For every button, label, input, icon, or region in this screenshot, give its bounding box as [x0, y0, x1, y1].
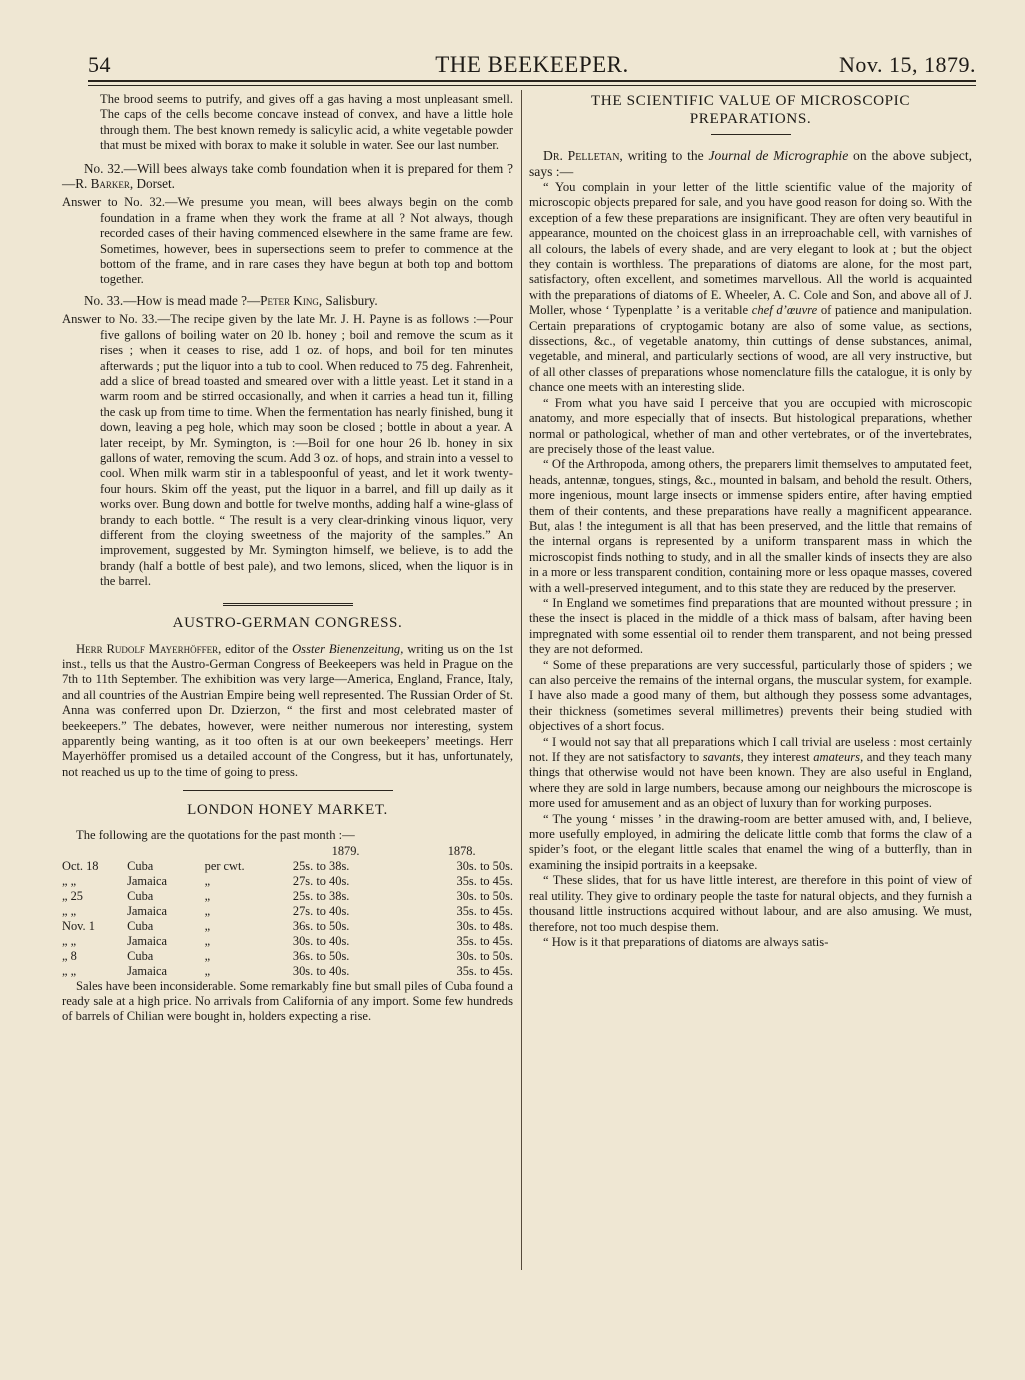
market-heading: LONDON HONEY MARKET.	[187, 802, 388, 819]
row-unit: per cwt.	[204, 858, 245, 873]
table-row	[62, 934, 513, 949]
section-rule	[223, 603, 353, 608]
query-32-place: Dorset.	[133, 176, 175, 192]
brood-paragraph: The brood seems to putrify, and gives off a gas having a most unpleasant smell. The caps of the cells become concave instead of convex, and have a little hole through them. The best known remedy is salicylic acid, a white vegetable powder that must be mixed with borax to make it soluble in water. See our last number.	[100, 92, 513, 153]
market-intro: The following are the quotations for the past month :—	[76, 828, 355, 843]
p6-text-a: “ I would not say that all preparations which I call trivial are useless : most certainly not. If they are not satisfactory to	[529, 734, 972, 765]
page-header	[88, 52, 976, 82]
row-price-1878: 35s. to 45s.	[456, 963, 513, 978]
table-row	[62, 904, 513, 919]
p1-text-a: “ You complain in your letter of the little scientific value of the majority of microscopic objects prepared for sale, and you have good reason for doing so. With the exception of a few these preparations are insignificant. They are often very beautiful in appearance, mounted on the choicest glass in an irreproachable cell, with varnishes of all colours, the labels of every shade, and are very elegant to look at ; but the object they contain is worthless. The preparations of diatoms are alone, for the most part, satisfactory, often excellent, and sometimes marvellous. All the world is acquainted with the preparations of diatoms of E. Wheeler, A. C. Cole and Son, and above all of J. Moller, whose ‘ Typenplatte ’ is a veritable	[529, 180, 972, 318]
p1-italic: chef d’œuvre	[751, 303, 818, 318]
article-paragraph-9: “ How is it that preparations of diatoms are always satis-	[543, 934, 829, 949]
table-row	[62, 919, 513, 934]
row-date: „ „	[62, 903, 77, 918]
page-number: 54	[88, 52, 111, 77]
row-kind: Jamaica	[127, 873, 168, 888]
row-kind: Jamaica	[127, 933, 168, 948]
journal-name: Journal de Micrographie	[708, 148, 849, 163]
table-row	[62, 889, 513, 904]
market-closing: Sales have been inconsiderable. Some remarkably fine but small piles of Cuba found a ready sale at a high price. No arrivals from California of any import. Some few hundreds of barrels of Chilian were bought in, holders expecting a rise.	[62, 978, 513, 1024]
article-paragraph-7: “ The young ‘ misses ’ in the drawing-room are better amused with, and, I believe, more usefully employed, in admiring the delicate little comb that forms the claw of a spider’s foot, or the elegant little scales that enamel the wing of a butterfly, than in examining the insipid portraits in a keepsake.	[529, 811, 972, 872]
row-kind: Cuba	[127, 948, 154, 963]
query-33	[62, 293, 513, 308]
row-price-1879: 30s. to 40s.	[292, 933, 350, 948]
row-kind: Jamaica	[127, 963, 168, 978]
row-unit: „	[204, 948, 211, 963]
row-unit: „	[204, 963, 211, 978]
p6-text-c: and they teach many things that otherwise would not have been known. They are also useful in England, where they are sold in large numbers, because among our neighbours the microscope is more used for amusement and as an object of luxury than for working purposes.	[529, 750, 972, 811]
row-price-1878: 35s. to 45s.	[456, 933, 513, 948]
article-paragraph-8: “ These slides, that for us have little interest, are therefore in this point of view of real utility. They give to ordinary people the taste for natural objects, and they furnish a thousand little instructions acquired without labour, and are also amusing. We must, therefore, not too much despise them.	[529, 873, 972, 934]
congress-journal: Osster Bienenzeitung,	[292, 641, 404, 656]
row-price-1878: 30s. to 48s.	[456, 918, 513, 933]
congress-text-2: writing us on the 1st inst., tells us that the Austro-German Congress of Beekeepers was held in Prague on the 7th to 11th September. The exhibition was very large—America, England, France, Italy, and all countries of the Austrian Empire being well represented. The Russian Order of St. Anna was conferred upon Dr. Dzierzon, “ the first and most celebrated master of beekeepers.” The debates, however, were neither numerous nor interesting, system apparently being wanting, as it too often is at our own beekeepers’ meetings. Herr Mayerhöffer promised us a detailed account of the Congress, but it has, unfortunately, not reached us up to the time of going to press.	[62, 641, 513, 779]
query-33-text: No. 33.—How is mead made ?—	[84, 292, 261, 308]
article-intro	[529, 148, 972, 180]
heading-rule	[711, 134, 791, 135]
row-unit: „	[204, 873, 211, 888]
article-paragraph-2: “ From what you have said I perceive that you are occupied with microscopic anatomy, and more especially that of insects. But histological preparations, whether normal or pathological, whether of man and other vertebrates, or of the invertebrates, are precisely those of the least value.	[529, 395, 972, 456]
article-paragraph-3: “ Of the Arthropoda, among others, the preparers limit themselves to amputated feet, heads, antennæ, tongues, stings, &c., mounted in balsam, and behold the result. Others, more ingenious, mount large insects or immense spiders entire, after having emptied them of their contents, and these preparations have really a magnificent appearance. But, alas ! the integument is all that has been preserved, and the little that remains of the internal organs is represented by a uniform transparent mass in which the microscopist finds nothing to study, and in all the smaller kinds of insects they are also in a more or less transparent condition, containing more or less opaque masses, covered with a well-preserved integument, and to this state they are reduced by the preserver.	[529, 457, 972, 595]
congress-paragraph	[62, 642, 513, 781]
table-header-row	[62, 844, 513, 859]
row-unit: „	[204, 933, 211, 948]
issue-date: Nov. 15, 1879.	[839, 52, 976, 77]
row-date: Oct. 18	[62, 858, 99, 873]
row-price-1879: 36s. to 50s.	[292, 918, 350, 933]
query-33-author: Peter King,	[260, 292, 323, 308]
section-rule-2	[183, 790, 393, 793]
right-column	[529, 92, 972, 950]
row-price-1879: 36s. to 50s.	[292, 948, 350, 963]
row-price-1879: 25s. to 38s.	[292, 888, 350, 903]
congress-text-1: editor of the	[221, 641, 293, 656]
query-32-author: R. Barker,	[75, 176, 134, 192]
article-paragraph-4: “ In England we sometimes find preparations that are mounted without pressure ; in these the insect is placed in the middle of a thick mass of balsam, after having been impregnated with some essential oil to render them transparent, and not being pressed they are not deformed.	[529, 595, 972, 657]
table-row	[62, 949, 513, 964]
row-date: „ „	[62, 933, 77, 948]
row-date: „ „	[62, 873, 77, 888]
row-unit: „	[204, 918, 211, 933]
row-price-1879: 27s. to 40s.	[292, 903, 350, 918]
p6-italic-2: amateurs,	[813, 750, 864, 765]
column-divider	[521, 90, 522, 1270]
intro-text-1: writing to the	[622, 148, 709, 163]
row-date: „ 8	[62, 948, 77, 963]
row-unit: „	[204, 903, 211, 918]
answer-33: Answer to No. 33.—The recipe given by the late Mr. J. H. Payne is as follows :—Pour five gallons of boiling water on 20 lb. honey ; boil and remove the scum as it rises ; when it ceases to rise, add 1 oz. of hops, and boil for ten minutes afterwards ; put the liquor into a tub to cool. When reduced to 75 deg. Fahrenheit, add a slice of bread toasted and smeared over with a little yeast. Let it stand in a warm room and be stirred occasionally, and when it carries a head tun it, filling the cask up from time to time. When the fermentation has nearly finished, bung it down, leaving a peg hole, which may soon be closed ; bottle in about a year. A later receipt, by Mr. Symington, is :—Boil for one hour 26 lb. honey in six gallons of water, removing the scum. Add 3 oz. of hops, and strain into a vessel to cool. When milk warm stir in a tablespoonful of yeast, and let it work twenty-four hours. Skim off the yeast, put the liquor in a barrel, and fill up daily as it works over. Bung down and bottle for twelve months, adding half a wine-glass of brandy to each bottle. “ The result is a very clear-drinking vinous liquor, very different from the cloying sweetness of the majority of the samples.” An improvement, suggested by Mr. Symington himself, we believe, is to add the brandy (half a bottle of best pale), and two lemons, sliced, when the liquor is in the barrel.	[62, 312, 513, 589]
row-price-1878: 35s. to 45s.	[456, 903, 513, 918]
masthead-title: THE BEEKEEPER.	[435, 52, 629, 77]
row-price-1878: 30s. to 50s.	[456, 888, 513, 903]
table-row	[62, 964, 513, 979]
answer-32: Answer to No. 32.—We presume you mean, will bees always begin on the comb foundation in a frame when they work the frame at all ? Not always, though recorded cases of their having commenced elsewhere in the same frame are few. Sometimes, however, bees in supersections seem to prefer to commence at the bottom of the frame, and in rare cases they have begun at both top and bottom together.	[62, 195, 513, 287]
congress-heading: AUSTRO-GERMAN CONGRESS.	[172, 614, 403, 631]
article-paragraph-6	[529, 735, 972, 812]
article-paragraph-5: “ Some of these preparations are very successful, particularly those of spiders ; we can also perceive the remains of the internal organs, the muscular system, for example. I have also made a good many of them, but although they possess some advantages, their thickness (sometimes several millimetres) prevents their being studied with objectives of a short focus.	[529, 657, 972, 734]
row-kind: Cuba	[127, 858, 154, 873]
row-price-1879: 25s. to 38s.	[292, 858, 350, 873]
query-33-place: Salisbury.	[322, 292, 378, 308]
row-kind: Cuba	[127, 888, 154, 903]
row-price-1878: 35s. to 45s.	[456, 873, 513, 888]
row-date: „ 25	[62, 888, 83, 903]
row-kind: Jamaica	[127, 903, 168, 918]
row-date: Nov. 1	[62, 918, 95, 933]
header-rule-thin	[88, 85, 976, 86]
year-header-1878: 1878.	[447, 843, 476, 858]
row-unit: „	[204, 888, 211, 903]
honey-price-table	[62, 844, 513, 979]
article-heading: THE SCIENTIFIC VALUE OF MICROSCOPIC PREPARATIONS.	[590, 92, 911, 127]
table-row	[62, 859, 513, 874]
header-rule	[88, 80, 976, 82]
intro-text-2: on the above subject, says :—	[529, 148, 973, 179]
p6-italic-1: savants,	[702, 750, 744, 765]
author-name: Dr. Pelletan,	[543, 148, 623, 163]
article-paragraph-1	[529, 180, 972, 396]
row-price-1878: 30s. to 50s.	[456, 858, 513, 873]
row-kind: Cuba	[127, 918, 154, 933]
congress-person: Herr Rudolf Mayerhöffer,	[76, 641, 222, 656]
row-price-1879: 30s. to 40s.	[292, 963, 350, 978]
row-date: „ „	[62, 963, 77, 978]
left-column	[62, 92, 513, 1025]
row-price-1878: 30s. to 50s.	[456, 948, 513, 963]
query-32	[62, 161, 513, 192]
p6-text-b: they interest	[743, 750, 814, 765]
p1-text-b: of patience and manipulation. Certain preparations of cryptogamic botany are also of some value, as sections, dissections, &c., of vegetable anatomy, thin cuttings of dense substances, animal, vegetable, and mineral, and particularly sections of wood, are all very instructive, but of all other classes of preparations whose nomenclature fills the catalogue, it is only by chance one meets with an interesting slide.	[529, 303, 972, 395]
row-price-1879: 27s. to 40s.	[292, 873, 350, 888]
year-header-1879: 1879.	[331, 843, 360, 858]
table-row	[62, 874, 513, 889]
query-32-text: No. 32.—Will bees always take comb foundation when it is prepared for them ?—	[62, 160, 513, 192]
